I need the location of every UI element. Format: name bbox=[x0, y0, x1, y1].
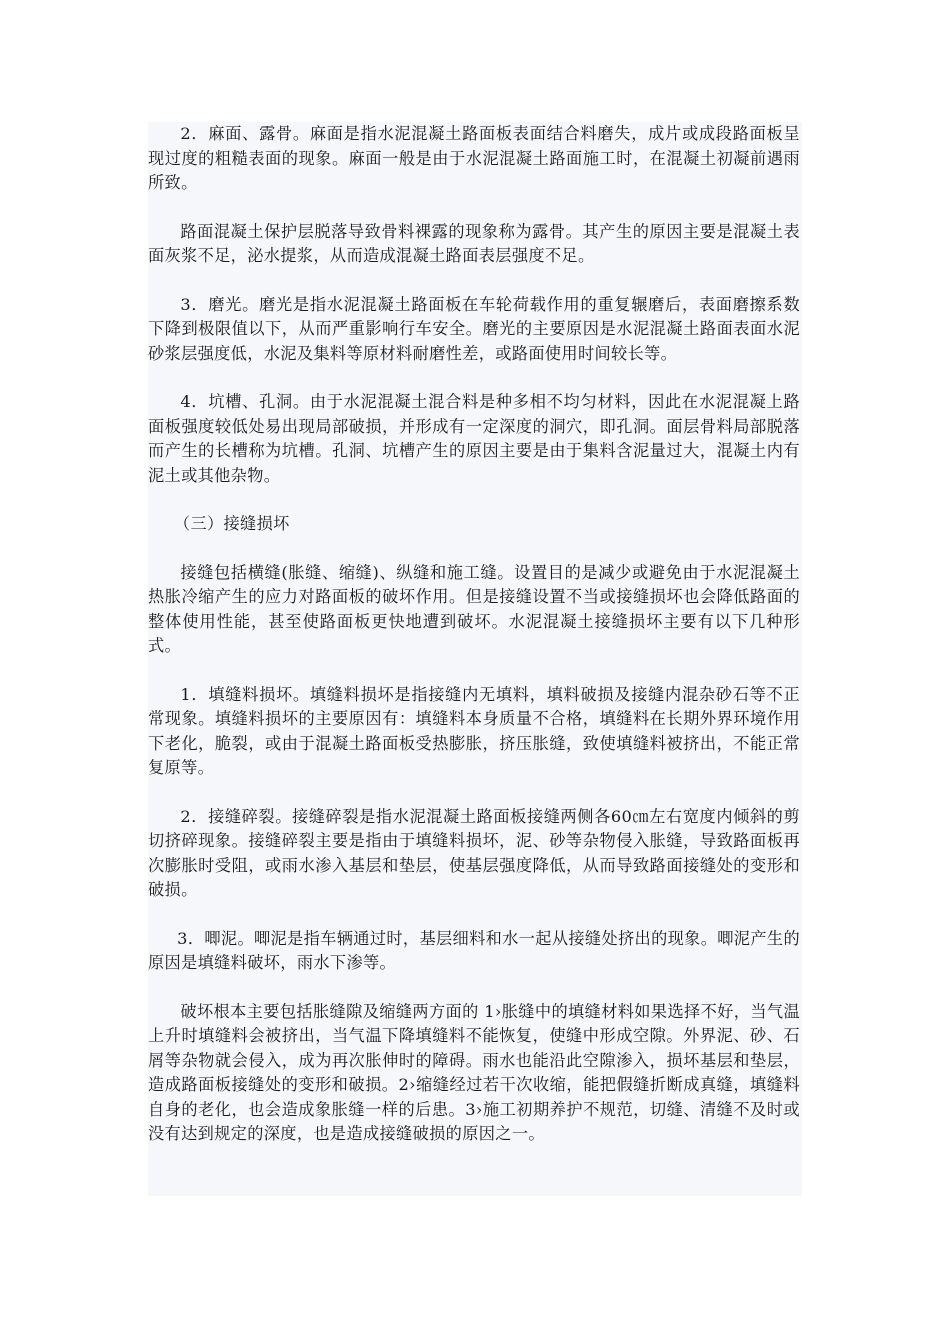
paragraph-joint-intro: 接缝包括横缝(胀缝、缩缝)、纵缝和施工缝。设置目的是减少或避免由于水泥混凝土热胀冷缩产生的应力对路面板的破坏作用。但是接缝设置不当或接缝损坏也会降低路面的整体使用性能，甚至使路面板更快地遭到破坏。水泥混凝土接缝损坏主要有以下几种形式。 bbox=[148, 562, 800, 655]
paragraph-sealant-damage: 1．填缝料损坏。填缝料损坏是指接缝内无填料，填料破损及接缝内混杂砂石等不正常现象。填缝料损坏的主要原因有：填缝料本身质量不合格，填缝料在长期外界环境作用下老化，脆裂，或由于混凝土路面板受热膨胀，挤压胀缝，致使填缝料被挤出，不能正常复原等。 bbox=[148, 684, 800, 777]
paragraph-pitting-exposed-aggregate: 2．麻面、露骨。麻面是指水泥混凝土路面板表面结合料磨失，成片或成段路面板呈现过度的粗糙表面的现象。麻面一般是由于水泥混凝土路面施工时，在混凝土初凝前遇雨所致。 bbox=[148, 124, 800, 192]
paragraph-damage-causes: 破坏根本主要包括胀缝隙及缩缝两方面的 1›胀缝中的填缝材料如果选择不好，当气温上升时填缝料会被挤出，当气温下降填缝料不能恢复，使缝中形成空隙。外界泥、砂、石屑等杂物就会侵入，成为再次胀伸时的障碍。雨水也能沿此空隙渗入，损坏基层和垫层，造成路面板接缝处的变形和破损。2›缩缝经过若干次收缩，能把假缝折断成真缝，填缝料自身的老化，也会造成象胀缝一样的后患。3›施工初期养护不规范，切缝、清缝不及时或没有达到规定的深度，也是造成接缝破损的原因之一。 bbox=[148, 1001, 800, 1143]
paragraph-exposed-aggregate: 路面混凝土保护层脱落导致骨料裸露的现象称为露骨。其产生的原因主要是混凝土表面灰浆不足，泌水提浆，从而造成混凝土路面表层强度不足。 bbox=[148, 221, 800, 265]
paragraph-pumping: 3．唧泥。唧泥是指车辆通过时，基层细料和水一起从接缝处挤出的现象。唧泥产生的原因是填缝料破坏，雨水下渗等。 bbox=[148, 928, 800, 972]
section-heading-joint-damage: （三）接缝损坏 bbox=[173, 514, 290, 533]
document-body bbox=[148, 122, 802, 1196]
paragraph-potholes-holes: 4．坑槽、孔洞。由于水泥混凝土混合料是种多相不均匀材料，因此在水泥混凝上路面板强度较低处易出现局部破损，并形成有一定深度的洞穴，即孔洞。面层骨料局部脱落而产生的长槽称为坑槽。孔洞、坑槽产生的原因主要是由于集料含泥量过大，混凝土内有泥土或其他杂物。 bbox=[148, 392, 800, 485]
paragraph-polishing: 3．磨光。磨光是指水泥混凝土路面板在车轮荷载作用的重复辗磨后，表面磨擦系数下降到极限值以下，从而严重影响行车安全。磨光的主要原因是水泥混凝土路面表面水泥砂浆层强度低，水泥及集料等原材料耐磨性差，或路面使用时间较长等。 bbox=[148, 294, 800, 363]
paragraph-joint-spalling: 2．接缝碎裂。接缝碎裂是指水泥混凝土路面板接缝两侧各60㎝左右宽度内倾斜的剪切挤碎现象。接缝碎裂主要是指由于填缝料损坏，泥、砂等杂物侵入胀缝，导致路面板再次膨胀时受阻，或雨水渗入基层和垫层，使基层强度降低，从而导致路面接缝处的变形和破损。 bbox=[148, 806, 800, 899]
